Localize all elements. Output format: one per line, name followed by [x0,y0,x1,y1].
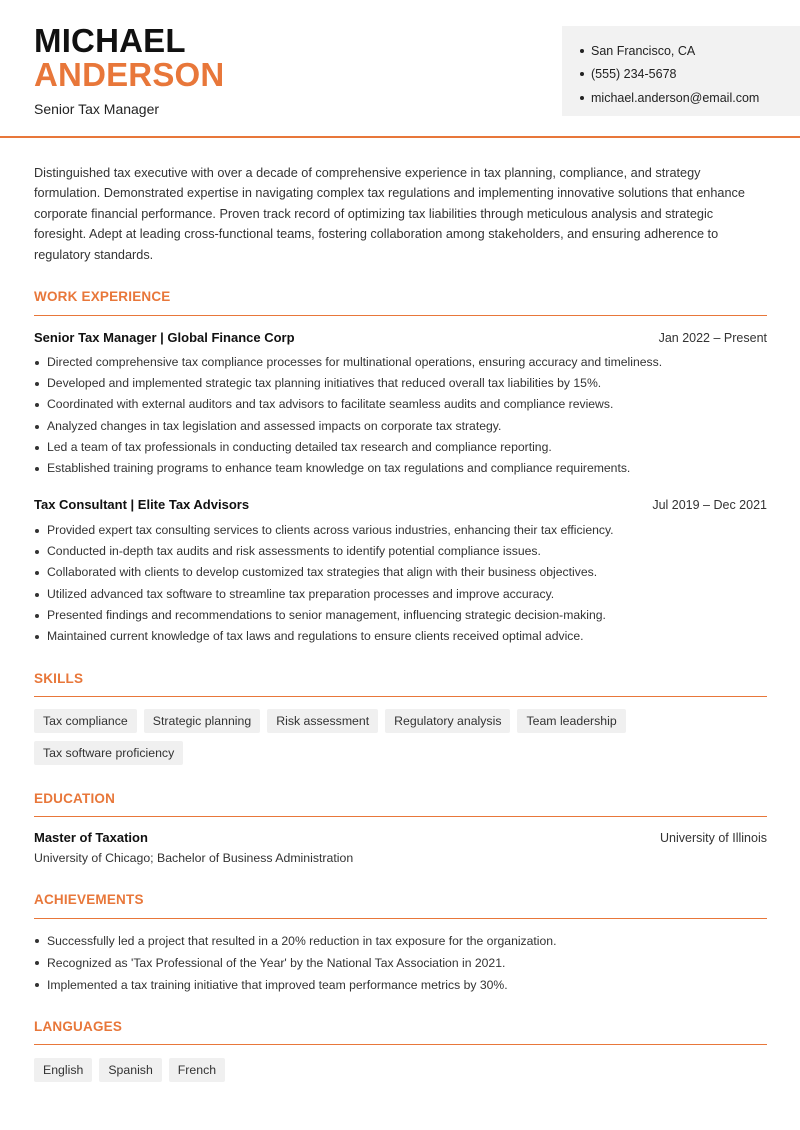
job-header [34,330,767,345]
job-header [34,497,767,512]
skill-chip: Team leadership [517,709,625,733]
location-text: San Francisco, CA [591,43,696,58]
profile-summary: Distinguished tax executive with over a decade of comprehensive experience in tax planning, compliance, and strategy formulation. Demonstrated expertise in navigating complex tax regulations and implementing innovative solutions that enhance corporate financial performance. Proven track record of optimizing tax liabilities through meticulous analysis and strategic foresight. Adept at leading cross-functional teams, fostering collaboration among stakeholders, and ensuring adherence to regulatory standards. [34,166,745,262]
language-chip: French [169,1058,225,1082]
skill-chip: Strategic planning [144,709,260,733]
contact-location [580,39,800,63]
section-divider [34,816,767,817]
list-item: Provided expert tax consulting services to clients across various industries, enhancing their tax efficiency. [34,520,767,541]
section-divider [34,315,767,316]
job-dates: Jul 2019 – Dec 2021 [652,498,767,512]
contact-box [562,26,800,116]
section-title-languages: LANGUAGES [34,1019,123,1034]
job-role: Tax Consultant | Elite Tax Advisors [34,497,250,512]
bullet-icon [580,96,584,100]
list-item: Presented findings and recommendations to senior management, influencing strategic decision-making. [34,605,767,626]
list-item: Analyzed changes in tax legislation and assessed impacts on corporate tax strategy. [34,416,767,437]
section-title-education: EDUCATION [34,791,116,806]
list-item: Developed and implemented strategic tax planning initiatives that reduced overall tax liabilities by 15%. [34,373,767,394]
list-item: Utilized advanced tax software to streamline tax preparation processes and improve accuracy. [34,584,767,605]
school: University of Illinois [660,831,767,845]
languages-list [34,1058,767,1082]
phone-text: (555) 234-5678 [591,67,677,82]
language-chip: English [34,1058,92,1082]
section-divider [34,696,767,697]
contact-email[interactable] [580,86,800,110]
section-title-work: WORK EXPERIENCE [34,289,171,304]
bullet-icon [580,72,584,76]
education-header [34,830,767,845]
section-title-achievements: ACHIEVEMENTS [34,892,144,907]
last-name: ANDERSON [34,56,225,93]
skill-chip: Regulatory analysis [385,709,510,733]
education-details: University of Chicago; Bachelor of Business Administration [34,851,354,865]
skill-chip: Tax compliance [34,709,137,733]
list-item: Maintained current knowledge of tax laws and regulations to ensure clients received optimal advice. [34,626,767,647]
list-item: Led a team of tax professionals in conducting detailed tax research and compliance reporting. [34,437,767,458]
list-item: Directed comprehensive tax compliance processes for multinational operations, ensuring accuracy and timeliness. [34,352,767,373]
list-item: Collaborated with clients to develop customized tax strategies that align with their business objectives. [34,562,767,583]
section-divider [34,1044,767,1045]
list-item: Coordinated with external auditors and tax advisors to facilitate seamless audits and compliance reviews. [34,394,767,415]
degree: Master of Taxation [34,830,148,845]
job-title: Senior Tax Manager [34,101,160,117]
list-item: Established training programs to enhance team knowledge on tax regulations and compliance requirements. [34,458,767,479]
first-name: MICHAEL [34,22,186,59]
list-item: Conducted in-depth tax audits and risk assessments to identify potential compliance issues. [34,541,767,562]
job-bullets [34,352,767,479]
list-item: Successfully led a project that resulted in a 20% reduction in tax exposure for the organization. [34,930,767,952]
list-item: Implemented a tax training initiative that improved team performance metrics by 30%. [34,974,767,996]
resume-header [0,0,800,138]
achievements-list [34,930,767,996]
job-dates: Jan 2022 – Present [658,331,767,345]
email-text[interactable]: michael.anderson@email.com [591,90,760,105]
skills-list [34,709,767,765]
section-divider [34,918,767,919]
list-item: Recognized as 'Tax Professional of the Year' by the National Tax Association in 2021. [34,952,767,974]
bullet-icon [580,49,584,53]
job-role: Senior Tax Manager | Global Finance Corp [34,330,295,345]
skill-chip: Tax software proficiency [34,741,183,765]
section-title-skills: SKILLS [34,671,84,686]
skill-chip: Risk assessment [267,709,378,733]
job-bullets [34,520,767,647]
language-chip: Spanish [99,1058,161,1082]
contact-phone [580,63,800,87]
